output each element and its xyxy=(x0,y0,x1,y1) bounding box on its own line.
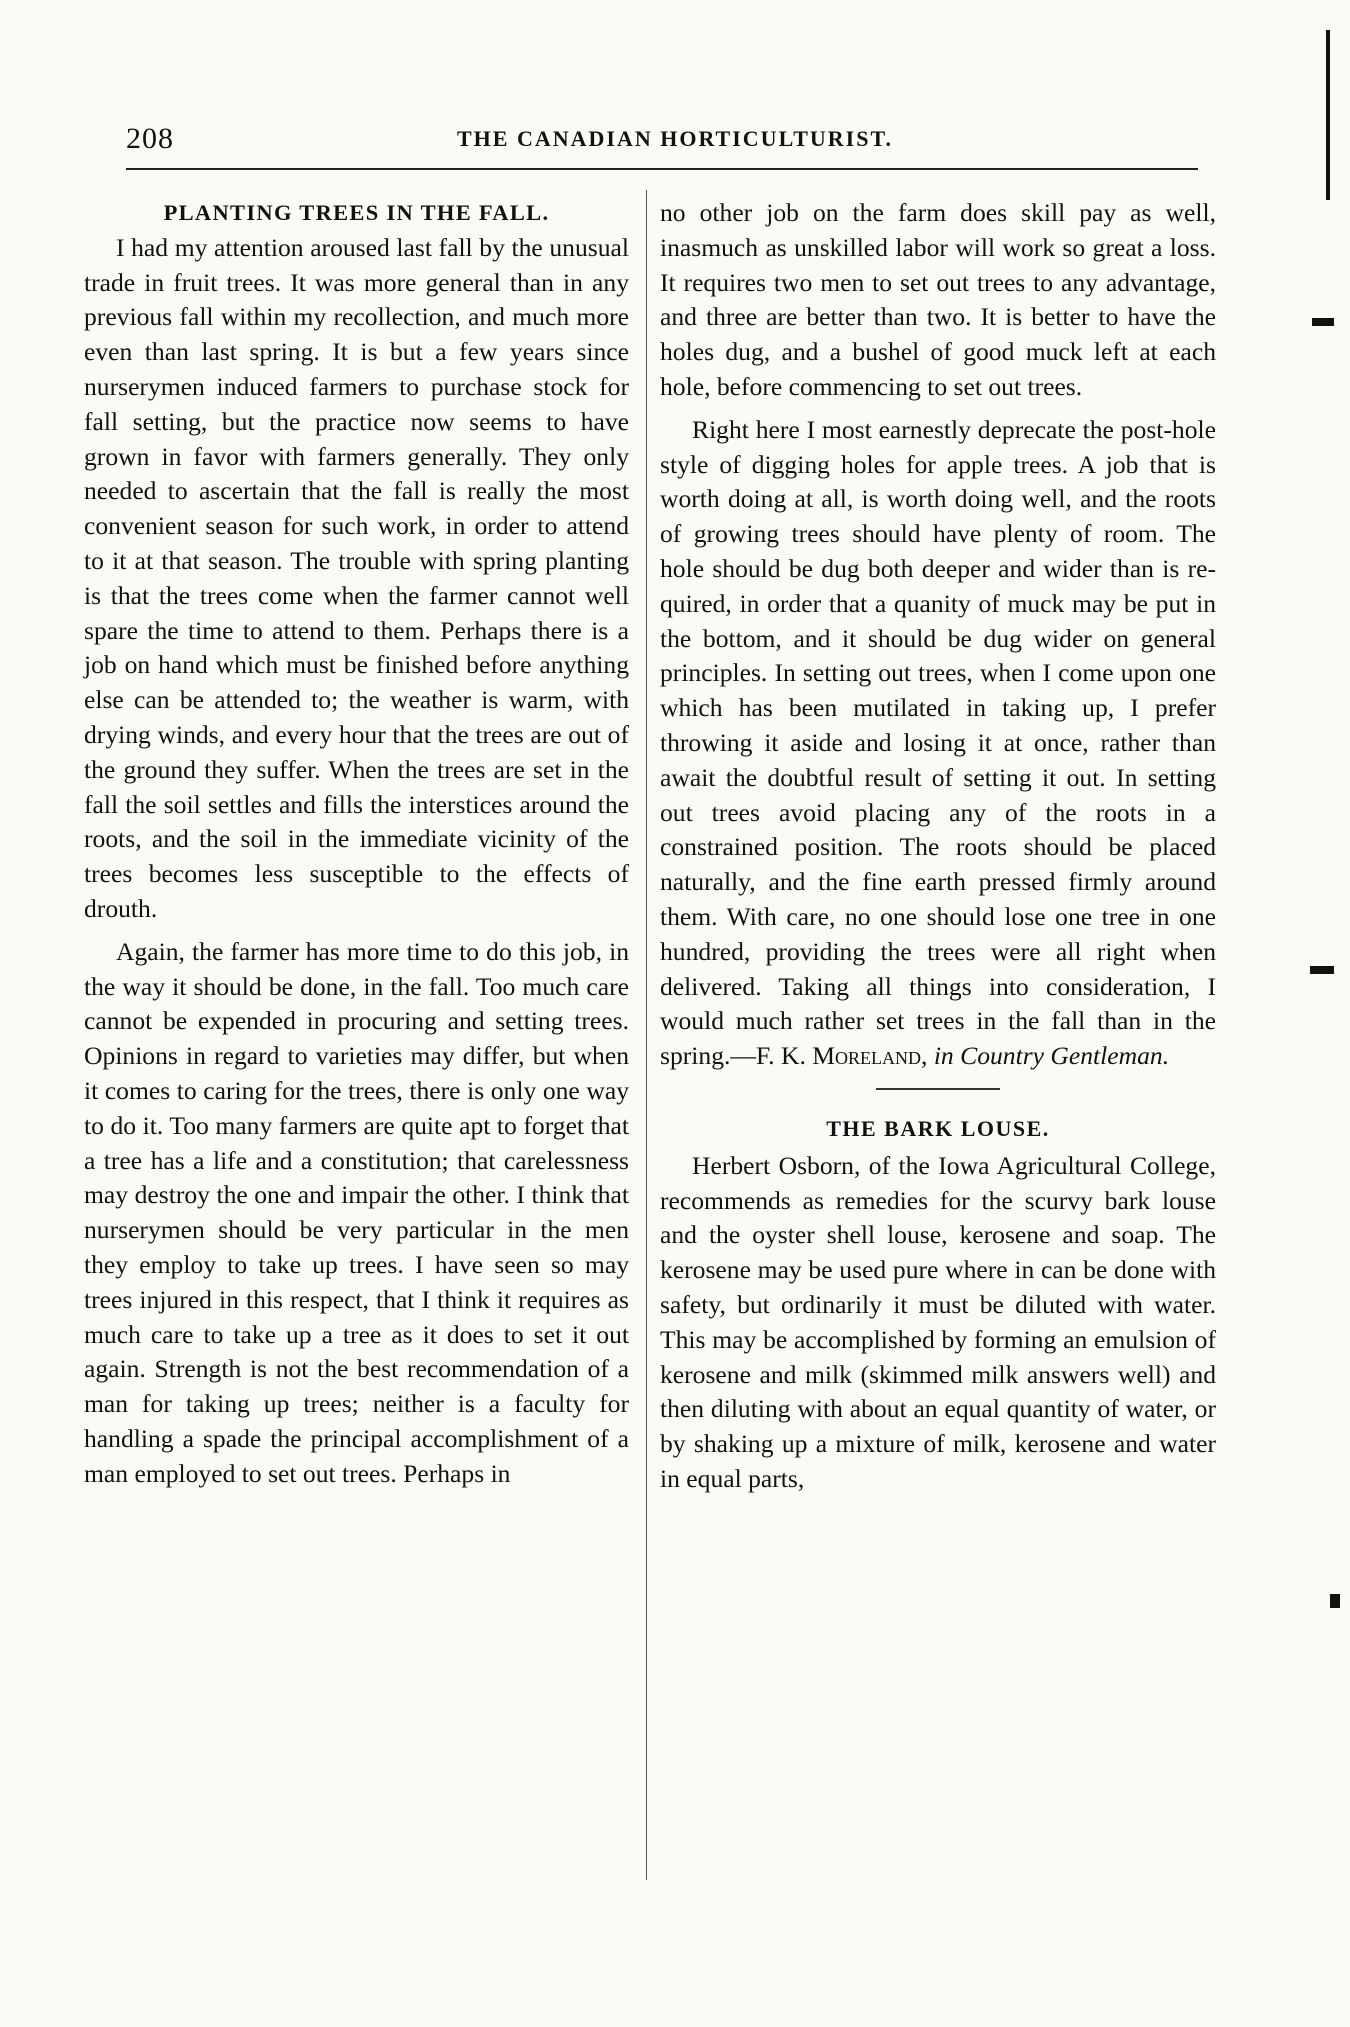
page-number: 208 xyxy=(126,122,174,155)
scan-edge-mark xyxy=(1310,966,1334,974)
running-head xyxy=(0,122,1350,162)
column-divider xyxy=(646,190,647,1880)
source-credit: in Country Gentleman. xyxy=(933,1041,1170,1071)
article-paragraph-text: Right here I most earnestly deprecate the post-hole style of digging holes for apple trees. A job that is worth doing at all, is worth doing well, and the roots of growing trees should have plenty of room. The hole should be dug both deeper and wider than is required, in order that a quanity of muck may be put in the bottom, and it should be dug wider on general principles. In setting out trees, when I come upon one which has been mutilated in taking up, I prefer throwing it aside and losing it at once, rather than await the doubtful result of setting it out. In setting out trees avoid placing any of the roots in a constrained position. The roots should be placed naturally, and the fine earth pressed firmly around them. With care, no one should lose one tree in one hundred, providing the trees were all right when delivered. Taking all things into consideration, I would much rather set trees in the fall than in the spring.— xyxy=(660,414,1216,1071)
article-paragraph: Herbert Osborn, of the Iowa Agricultural College, recommends as remedies for the scurvy bark louse and the oyster shell louse, kerosene and soap. The kerosene may be used pure where in can be done with safety, but ordinarily it must be diluted with water. This may be accomplished by forming an emulsion of kerosene and milk (skimmed milk answers well) and then diluting with about an equal quantity of water, or by shaking up a mixture of milk, kerosene and water in equal parts, xyxy=(660,1150,1216,1493)
scan-edge-mark xyxy=(1326,30,1330,200)
left-column xyxy=(84,196,629,1491)
article-paragraph: I had my attention aroused last fall by the unusual trade in fruit trees. It was more general than in any previous fall within my recollection, and much more even than last spring. It is but a few years since nurserymen induced farmers to purchase stock for fall setting, but the practice now seems to have grown in favor with farmers generally. They only needed to ascertain that the fall is really the most convenient season for such work, in order to attend to it at that season. The trouble with spring planting is that the trees come when the farmer cannot well spare the time to attend to them. Perhaps there is a job on hand which must be finished before anything else can be attended to; the weather is warm, with drying winds, and every hour that the trees are out of the ground they suffer. When the trees are set in the fall the soil settles and fills the interstices around the roots, and the soil in the immediate vicinity of the trees becomes less susceptible to the effects of drouth. xyxy=(84,232,629,923)
article-paragraph: Again, the farmer has more time to do this job, in the way it should be done, in the fall. Too much care cannot be expended in procuring and setting trees. Opinions in regard to varieties may differ, but when it comes to caring for the trees, there is only one way to do it. Too many farmers are quite apt to forget that a tree has a life and a constitution; that carelessness may destroy the one and impair the other. I think that nurserymen should be very particular in the men they employ to take up trees. I have seen so may trees injured in this respect, that I think it requires as much care to take up a tree as it does to set it out again. Strength is not the best recommendation of a man for taking up trees; neither is a faculty for handling a spade the principal accomplishment of a man employed to set out trees. Perhaps in xyxy=(84,936,629,1488)
header-rule xyxy=(126,168,1198,170)
article-paragraph-continuation: no other job on the farm does skill pay as well, inasmuch as unskilled labor will work so great a loss. It requires two men to set out trees to any advantage, and three are better than two. It is better to have the holes dug, and a bushel of good muck left at each hole, before commencing to set out trees. xyxy=(660,198,1216,401)
journal-title: THE CANADIAN HORTICULTURIST. xyxy=(456,126,894,151)
section-separator-rule xyxy=(876,1088,1000,1090)
article-heading-bark-louse: THE BARK LOUSE. xyxy=(826,1115,1050,1141)
article-heading-planting-trees: PLANTING TREES IN THE FALL. xyxy=(163,200,550,225)
scan-edge-mark xyxy=(1330,1594,1340,1608)
author-credit: F. K. Moreland, xyxy=(755,1041,928,1071)
right-column xyxy=(660,196,1216,1497)
article-paragraph xyxy=(660,413,1216,1074)
scan-edge-mark xyxy=(1312,318,1334,326)
